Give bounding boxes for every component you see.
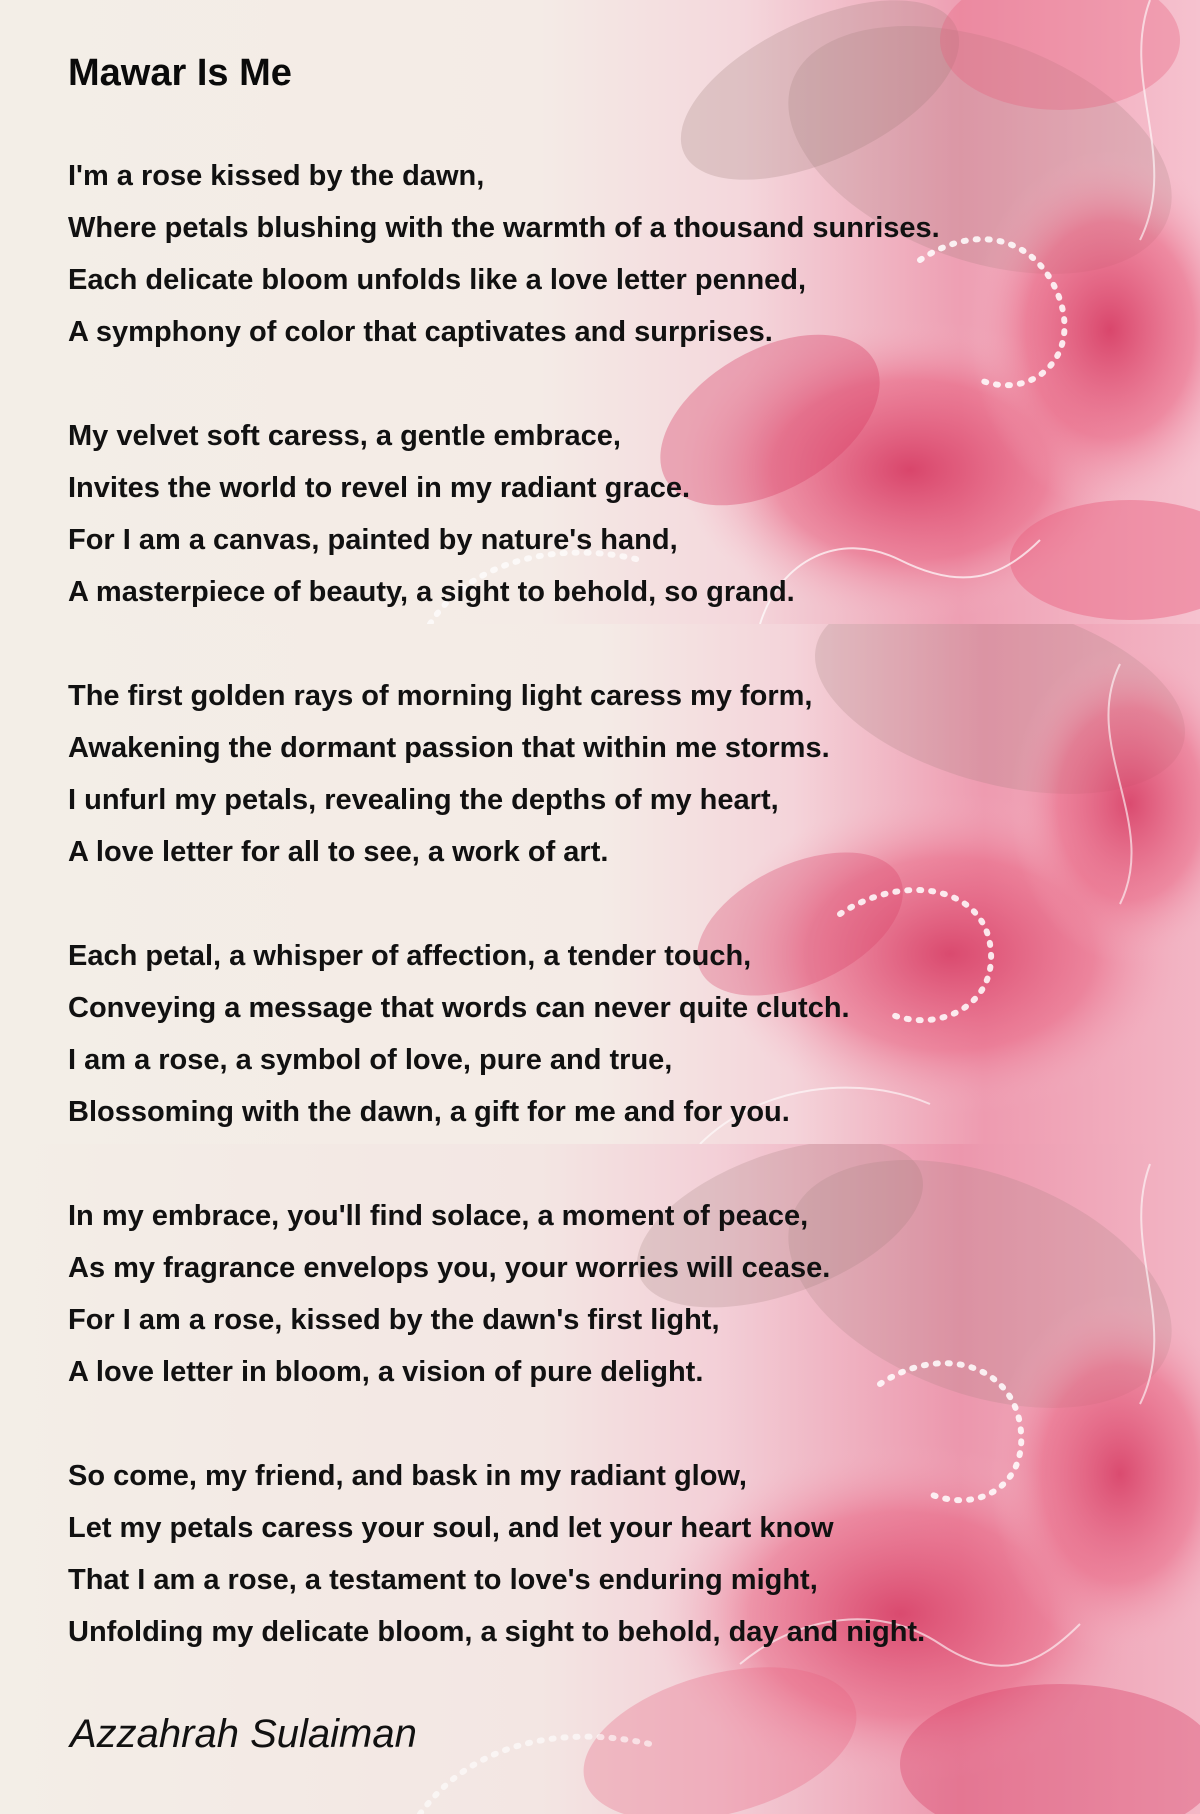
stanza-3: [68, 670, 830, 878]
poem-line: For I am a canvas, painted by nature's hand,: [68, 524, 678, 556]
poem-line: For I am a rose, kissed by the dawn's first light,: [68, 1304, 720, 1336]
stanza-1: [68, 150, 940, 358]
poem-line: Where petals blushing with the warmth of a thousand sunrises.: [68, 212, 940, 244]
poem-title: Mawar Is Me: [68, 52, 292, 94]
poem-line: A masterpiece of beauty, a sight to behold, so grand.: [68, 576, 795, 608]
poem-line: A symphony of color that captivates and surprises.: [68, 316, 773, 348]
poem-line: In my embrace, you'll find solace, a moment of peace,: [68, 1200, 809, 1232]
stanza-6: [68, 1450, 925, 1658]
poem-line: The first golden rays of morning light caress my form,: [68, 680, 813, 712]
poem-line: A love letter for all to see, a work of art.: [68, 836, 609, 868]
poem-line: Each petal, a whisper of affection, a tender touch,: [68, 940, 752, 972]
poem-line: Let my petals caress your soul, and let your heart know: [68, 1512, 834, 1544]
poem-line: I unfurl my petals, revealing the depths of my heart,: [68, 784, 779, 816]
poem-line: Unfolding my delicate bloom, a sight to behold, day and night.: [68, 1616, 926, 1648]
poem-author: Azzahrah Sulaiman: [70, 1712, 417, 1756]
poem-line: My velvet soft caress, a gentle embrace,: [68, 420, 621, 452]
poem-line: As my fragrance envelops you, your worries will cease.: [68, 1252, 831, 1284]
poem-line: I'm a rose kissed by the dawn,: [68, 160, 485, 192]
stanza-5: [68, 1190, 830, 1398]
poem-line: I am a rose, a symbol of love, pure and true,: [68, 1044, 673, 1076]
stanza-2: [68, 410, 795, 618]
poem-line: So come, my friend, and bask in my radiant glow,: [68, 1460, 747, 1492]
poem-line: Conveying a message that words can never quite clutch.: [68, 992, 850, 1024]
poem-line: Each delicate bloom unfolds like a love letter penned,: [68, 264, 807, 296]
poem-line: Awakening the dormant passion that within me storms.: [68, 732, 830, 764]
poem-line: A love letter in bloom, a vision of pure delight.: [68, 1356, 704, 1388]
stanza-4: [68, 930, 850, 1138]
poem-line: Invites the world to revel in my radiant grace.: [68, 472, 691, 504]
poem-line: That I am a rose, a testament to love's enduring might,: [68, 1564, 818, 1596]
poem-line: Blossoming with the dawn, a gift for me and for you.: [68, 1096, 790, 1128]
